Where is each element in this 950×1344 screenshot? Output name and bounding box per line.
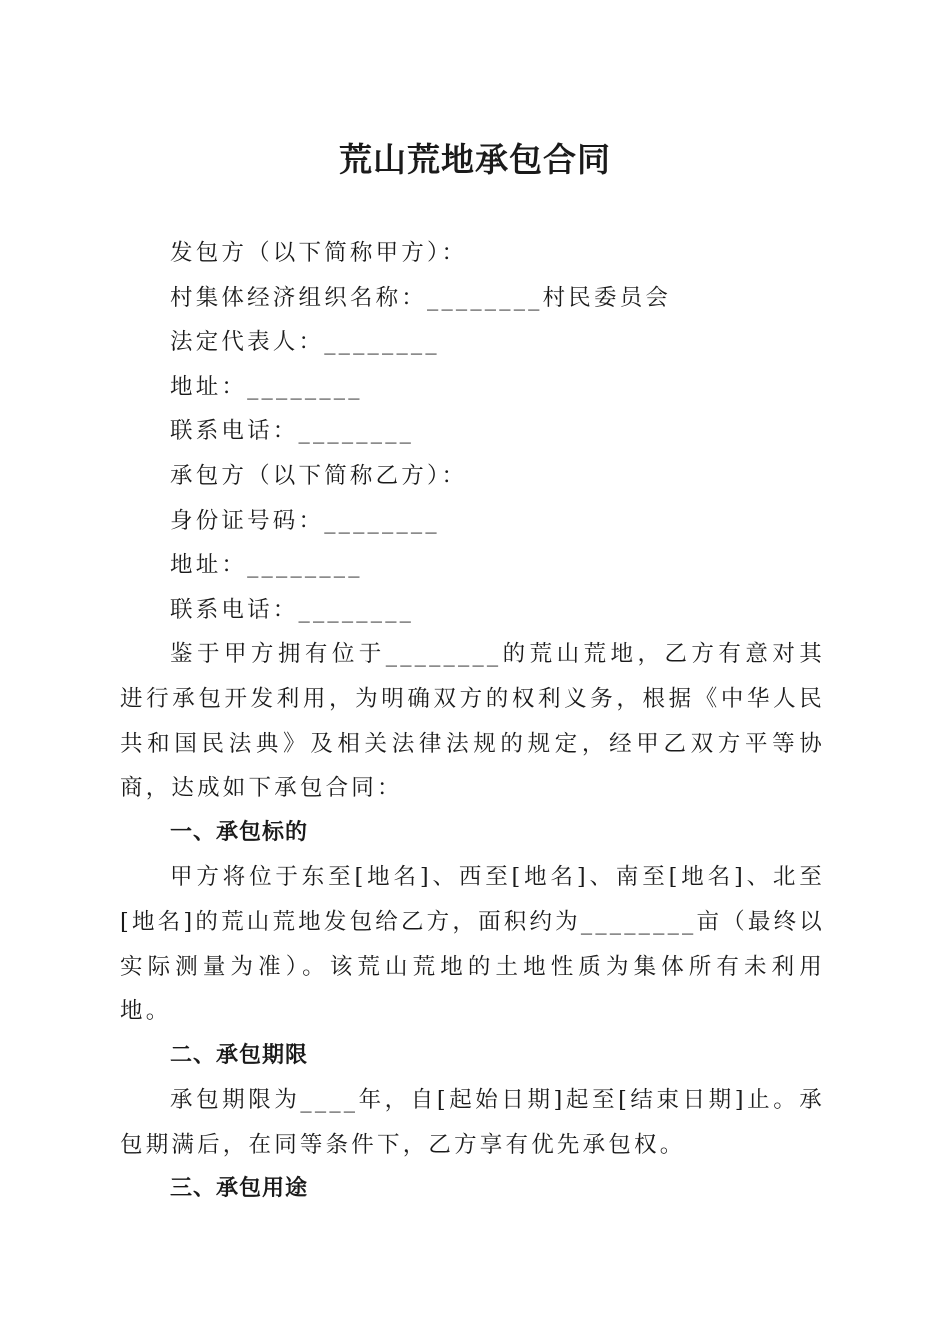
party-a-address: 地址：________ [170,373,363,400]
party-b-id-number: 身份证号码：________ [170,507,440,534]
party-b-phone: 联系电话：________ [170,596,415,623]
party-a-phone: 联系电话：________ [170,418,415,445]
section-text-subject: 甲方将位于东至[地名]、西至[地名]、南至[地名]、北至[地名]的荒山荒地发包给乙方，面积约为________亩（最终以实际测量为准）。该荒山荒地的土地性质为集体所有未利用地。 [120,864,825,1025]
party-a-representative: 法定代表人：________ [170,329,440,356]
section-heading-subject: 一、承包标的 [170,819,309,845]
preamble-paragraph: 鉴于甲方拥有位于________的荒山荒地，乙方有意对其进行承包开发利用，为明确双方的权利义务，根据《中华人民共和国民法典》及相关法律法规的规定，经甲乙双方平等协商，达成如下承包合同： [120,641,825,802]
section-heading-usage: 三、承包用途 [170,1176,309,1202]
section-heading-term: 二、承包期限 [170,1042,309,1068]
section-text-term: 承包期限为____年，自[起始日期]起至[结束日期]止。承包期满后，在同等条件下，乙方享有优先承包权。 [120,1087,825,1158]
party-b-address: 地址：________ [170,552,363,579]
document-title: 荒山荒地承包合同 [339,140,611,179]
party-a-org-name: 村集体经济组织名称：________村民委员会 [170,284,672,311]
party-a-heading: 发包方（以下简称甲方）： [170,240,468,266]
party-b-heading: 承包方（以下简称乙方）： [170,462,468,489]
document-body [120,231,825,1212]
